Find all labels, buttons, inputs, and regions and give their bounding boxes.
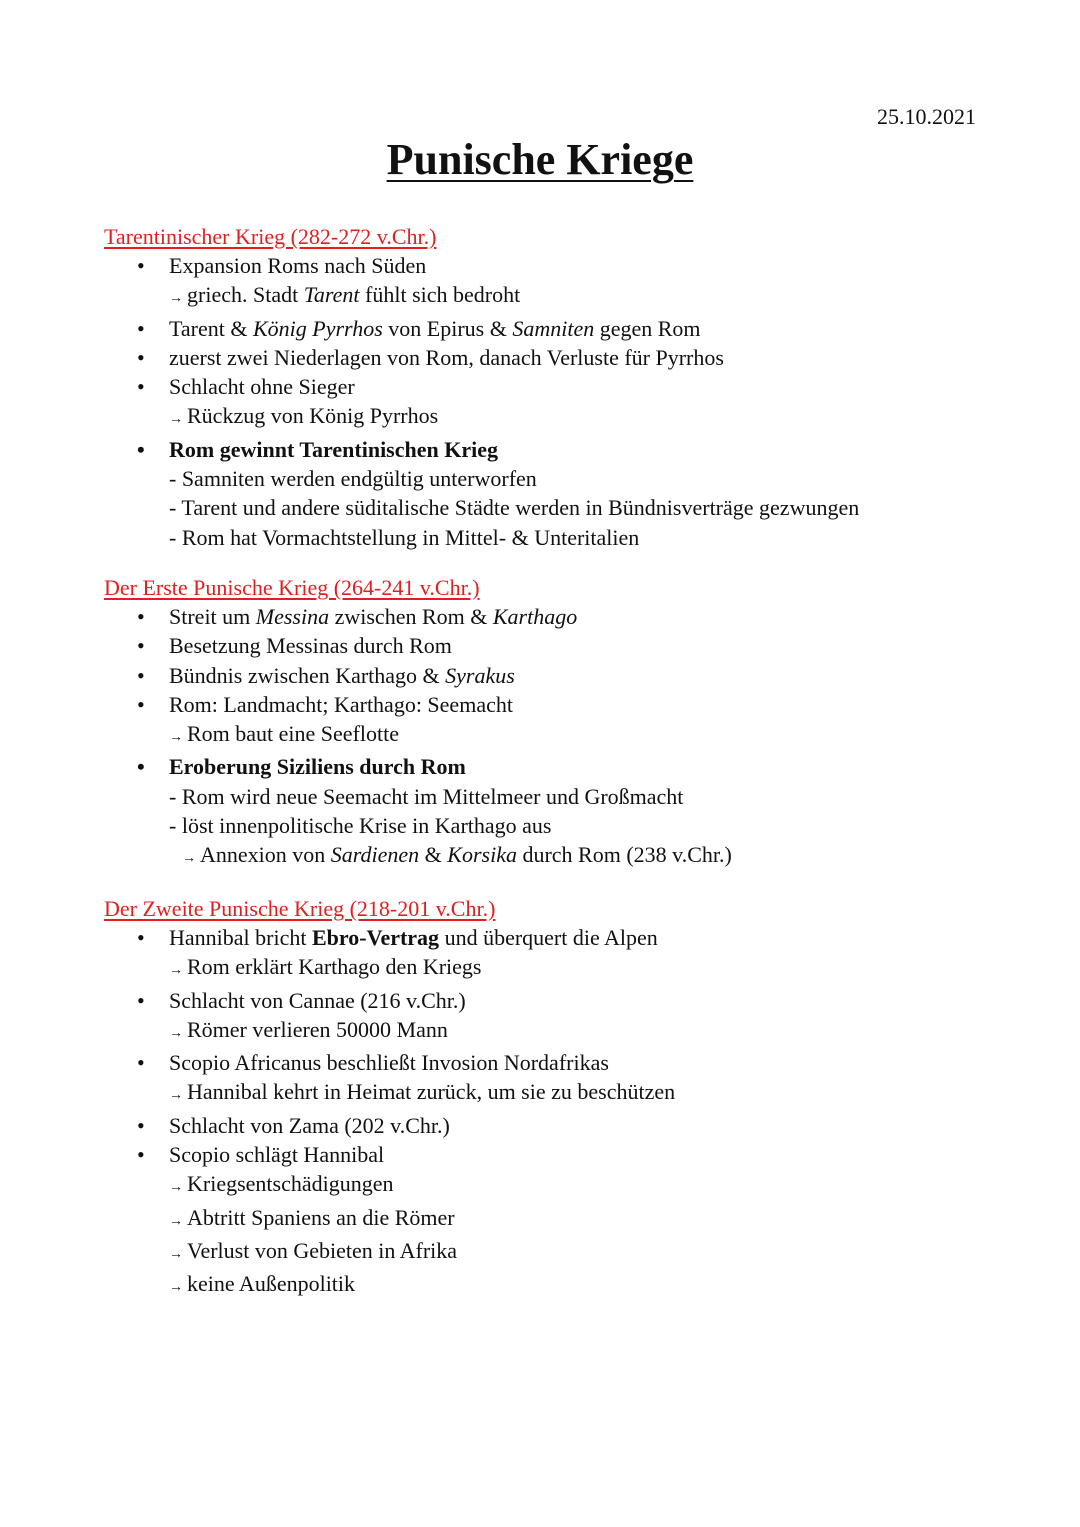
list-item: • Scopio Africanus beschließt Invosion Nordafrikas bbox=[104, 1048, 1004, 1077]
arrow-note: → Annexion von Sardienen & Korsika durch Rom (238 v.Chr.) bbox=[182, 842, 732, 868]
document-date: 25.10.2021 bbox=[877, 104, 976, 129]
bullet-icon: • bbox=[137, 1142, 145, 1168]
section-erster-punischer-krieg bbox=[104, 573, 1004, 874]
arrow-note: → griech. Stadt Tarent fühlt sich bedroht bbox=[169, 282, 521, 308]
arrow-note: → keine Außenpolitik bbox=[169, 1271, 356, 1297]
section-heading: Der Zweite Punische Krieg (218-201 v.Chr.) bbox=[104, 896, 496, 921]
bullet-icon: • bbox=[137, 604, 145, 629]
section-tarentinischer-krieg bbox=[104, 222, 1004, 552]
arrow-icon: → bbox=[169, 291, 183, 307]
section-zweiter-punischer-krieg bbox=[104, 894, 1004, 1303]
bullet-icon: • bbox=[137, 691, 145, 717]
list-item: • Rom gewinnt Tarentinischen Krieg bbox=[104, 435, 1004, 464]
arrow-note: → Römer verlieren 50000 Mann bbox=[169, 1016, 448, 1042]
bullet-icon: • bbox=[137, 987, 145, 1013]
list-item: • Schlacht von Zama (202 v.Chr.) bbox=[104, 1111, 1004, 1140]
list-item: • Besetzung Messinas durch Rom bbox=[104, 631, 1004, 660]
bullet-icon: • bbox=[137, 253, 145, 278]
arrow-icon: → bbox=[169, 1213, 183, 1229]
list-item: • Hannibal bricht Ebro-Vertrag und überquert die Alpen bbox=[104, 923, 1004, 952]
bullet-icon: • bbox=[137, 633, 145, 659]
arrow-icon: → bbox=[169, 412, 183, 428]
bullet-icon: • bbox=[137, 436, 145, 462]
list-item: • Schlacht ohne Sieger bbox=[104, 372, 1004, 401]
bullet-icon: • bbox=[137, 1112, 145, 1138]
arrow-note: → Rom baut eine Seeflotte bbox=[169, 721, 399, 747]
dash-note: - Rom hat Vormachtstellung in Mittel- & Unteritalien bbox=[169, 524, 640, 550]
arrow-icon: → bbox=[182, 851, 196, 867]
list-item: • Expansion Roms nach Süden bbox=[104, 251, 1004, 280]
arrow-icon: → bbox=[169, 963, 183, 979]
arrow-note: → Kriegsentschädigungen bbox=[169, 1171, 394, 1197]
dash-note: - Samniten werden endgültig unterworfen bbox=[169, 466, 537, 492]
bullet-icon: • bbox=[137, 1050, 145, 1076]
list-item: • Streit um Messina zwischen Rom & Karthago bbox=[104, 602, 1004, 631]
bullet-icon: • bbox=[137, 925, 145, 950]
page-title: Punische Kriege bbox=[386, 135, 694, 184]
arrow-note: → Abtritt Spaniens an die Römer bbox=[169, 1204, 455, 1230]
arrow-note: → Hannibal kehrt in Heimat zurück, um sie zu beschützen bbox=[169, 1079, 676, 1105]
dash-note: - Tarent und andere süditalische Städte werden in Bündnisverträge gezwungen bbox=[169, 495, 860, 521]
list-item: • Rom: Landmacht; Karthago: Seemacht bbox=[104, 690, 1004, 719]
list-item: • zuerst zwei Niederlagen von Rom, danach Verluste für Pyrrhos bbox=[104, 343, 1004, 372]
arrow-icon: → bbox=[169, 730, 183, 746]
bullet-icon: • bbox=[137, 662, 145, 688]
arrow-icon: → bbox=[169, 1246, 183, 1262]
list-item: • Schlacht von Cannae (216 v.Chr.) bbox=[104, 986, 1004, 1015]
arrow-icon: → bbox=[169, 1180, 183, 1196]
arrow-note: → Verlust von Gebieten in Afrika bbox=[169, 1237, 458, 1263]
list-item: • Eroberung Siziliens durch Rom bbox=[104, 752, 1004, 781]
bullet-icon: • bbox=[137, 754, 145, 780]
section-heading: Tarentinischer Krieg (282-272 v.Chr.) bbox=[104, 224, 437, 249]
dash-note: - Rom wird neue Seemacht im Mittelmeer und Großmacht bbox=[169, 783, 684, 809]
section-heading: Der Erste Punische Krieg (264-241 v.Chr.) bbox=[104, 575, 480, 600]
list-item: • Scopio schlägt Hannibal bbox=[104, 1140, 1004, 1169]
arrow-note: → Rom erklärt Karthago den Kriegs bbox=[169, 954, 482, 980]
bullet-icon: • bbox=[137, 374, 145, 400]
list-item: • Bündnis zwischen Karthago & Syrakus bbox=[104, 661, 1004, 690]
arrow-icon: → bbox=[169, 1088, 183, 1104]
arrow-icon: → bbox=[169, 1025, 183, 1041]
bullet-icon: • bbox=[137, 344, 145, 370]
arrow-icon: → bbox=[169, 1280, 183, 1296]
bullet-icon: • bbox=[137, 315, 145, 341]
dash-note: - löst innenpolitische Krise in Karthago aus bbox=[169, 813, 552, 839]
list-item: • Tarent & König Pyrrhos von Epirus & Samniten gegen Rom bbox=[104, 314, 1004, 343]
arrow-note: → Rückzug von König Pyrrhos bbox=[169, 403, 439, 429]
